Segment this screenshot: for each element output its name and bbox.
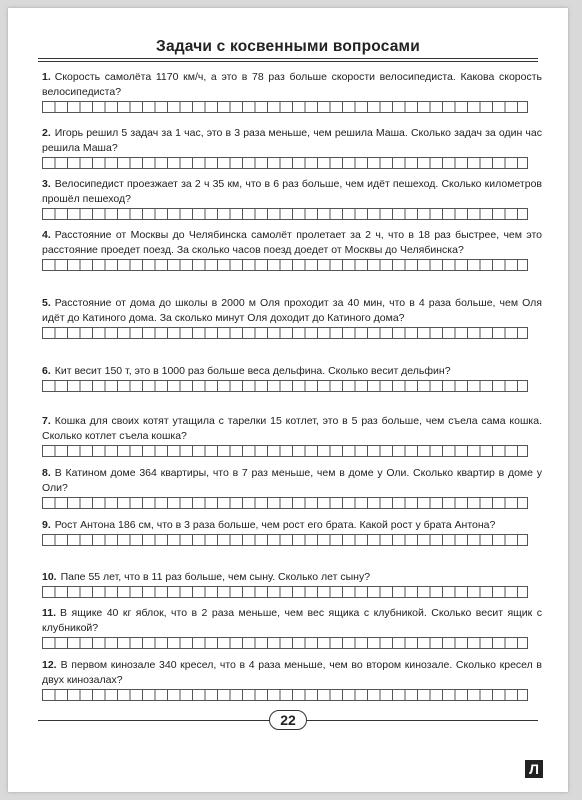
- task-6: [42, 364, 542, 392]
- task-number: 5.: [42, 297, 51, 309]
- task-10: [42, 570, 542, 598]
- task-number: 3.: [42, 178, 51, 190]
- answer-grid[interactable]: [42, 637, 528, 649]
- task-text: Кит весит 150 т, это в 1000 раз больше веса дельфина. Сколько весит дельфин?: [54, 365, 451, 377]
- task-12: [42, 658, 542, 701]
- task-5: [42, 296, 542, 339]
- task-number: 2.: [42, 127, 51, 139]
- task-text: Расстояние от дома до школы в 2000 м Оля проходит за 40 мин, что в 4 раза больше, чем Оля идёт до Катиного дома. За сколько минут Оля доходит до Катиного дома?: [42, 297, 542, 324]
- task-text: Скорость самолёта 1170 км/ч, а это в 78 раз больше скорости велосипедиста. Какова скорость велосипедиста?: [42, 71, 542, 98]
- task-7: [42, 414, 542, 457]
- task-number: 10.: [42, 571, 57, 583]
- task-text: Велосипедист проезжает за 2 ч 35 км, что в 6 раз больше, чем идёт пешеход. Сколько километров прошёл пешеход?: [42, 178, 542, 205]
- task-9: [42, 518, 542, 546]
- answer-grid[interactable]: [42, 327, 528, 339]
- task-1: [42, 70, 542, 113]
- task-number: 4.: [42, 229, 51, 241]
- answer-grid[interactable]: [42, 208, 528, 220]
- answer-grid[interactable]: [42, 586, 528, 598]
- task-text: Рост Антона 186 см, что в 3 раза больше, чем рост его брата. Какой рост у брата Антона?: [54, 519, 496, 531]
- task-text: В первом кинозале 340 кресел, что в 4 раза меньше, чем во втором кинозале. Сколько кресел в двух кинозалах?: [42, 659, 542, 686]
- task-number: 6.: [42, 365, 51, 377]
- task-text: Кошка для своих котят утащила с тарелки 15 котлет, это в 5 раз больше, чем съела сама кошка. Сколько котлет съела кошка?: [42, 415, 542, 442]
- answer-grid[interactable]: [42, 689, 528, 701]
- answer-grid[interactable]: [42, 259, 528, 271]
- task-number: 7.: [42, 415, 51, 427]
- task-text: Расстояние от Москвы до Челябинска самолёт пролетает за 2 ч, что в 18 раз быстрее, чем это расстояние проедет поезд. За сколько часов поезд доедет от Москвы до Челябинска?: [42, 229, 542, 256]
- workbook-page: [8, 8, 568, 792]
- page-number-footer: [8, 710, 568, 730]
- task-text: Игорь решил 5 задач за 1 час, это в 3 раза меньше, чем решила Маша. Сколько задач за один час решила Маша?: [42, 127, 542, 154]
- title-rule: [38, 58, 538, 59]
- task-text: В Катином доме 364 квартиры, что в 7 раз меньше, чем в доме у Оли. Сколько квартир в доме у Оли?: [42, 467, 542, 494]
- answer-grid[interactable]: [42, 497, 528, 509]
- task-number: 1.: [42, 71, 51, 83]
- page-title: Задачи с косвенными вопросами: [156, 38, 420, 55]
- answer-grid[interactable]: [42, 445, 528, 457]
- page-number: 22: [269, 710, 307, 730]
- answer-grid[interactable]: [42, 101, 528, 113]
- answer-grid[interactable]: [42, 380, 528, 392]
- task-8: [42, 466, 542, 509]
- task-3: [42, 177, 542, 220]
- task-number: 8.: [42, 467, 51, 479]
- task-4: [42, 228, 542, 271]
- task-11: [42, 606, 542, 649]
- task-number: 11.: [42, 607, 57, 619]
- answer-grid[interactable]: [42, 157, 528, 169]
- publisher-logo-icon: Л: [525, 760, 543, 778]
- title-rule: [38, 61, 538, 62]
- answer-grid[interactable]: [42, 534, 528, 546]
- task-2: [42, 126, 542, 169]
- task-number: 12.: [42, 659, 57, 671]
- task-number: 9.: [42, 519, 51, 531]
- task-text: Папе 55 лет, что в 11 раз больше, чем сыну. Сколько лет сыну?: [60, 571, 371, 583]
- task-text: В ящике 40 кг яблок, что в 2 раза меньше, чем вес ящика с клубникой. Сколько весит ящик с клубникой?: [42, 607, 542, 634]
